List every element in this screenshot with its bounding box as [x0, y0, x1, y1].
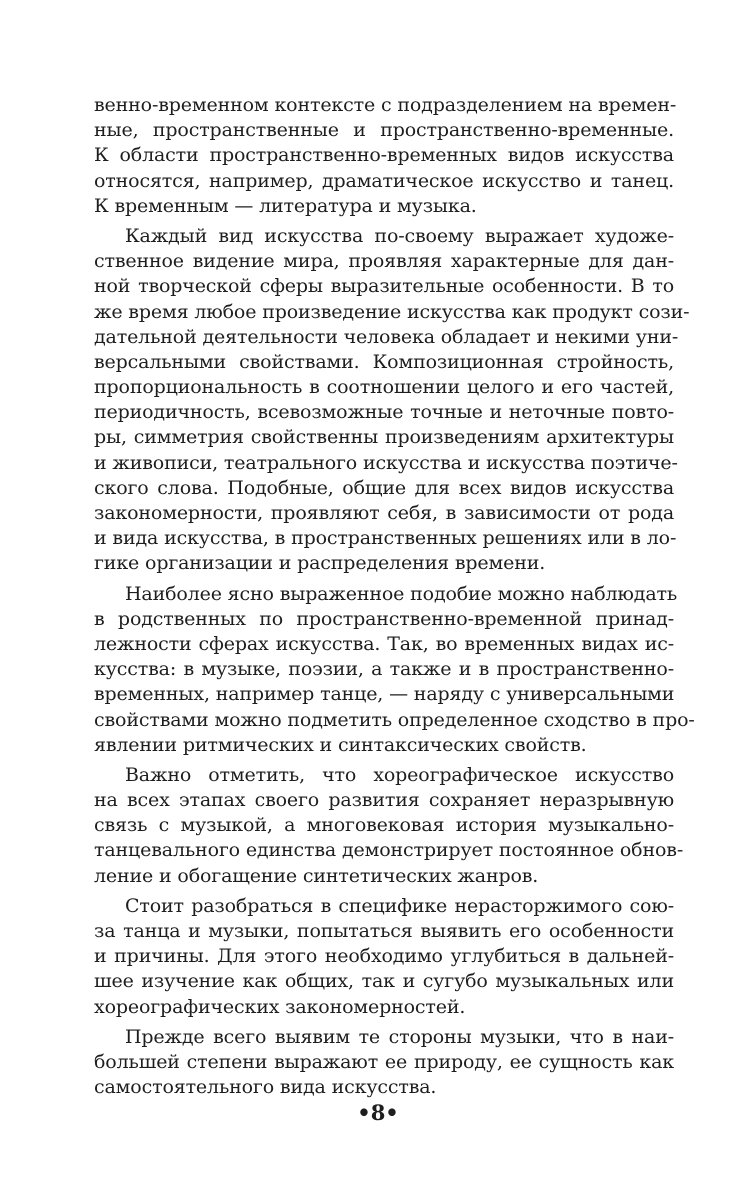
- text-line: версальными свойствами. Композиционная стройность,: [94, 350, 674, 373]
- text-line: Стоит разобраться в специфике нерасторжимого сою-: [125, 894, 674, 917]
- text-line: свойствами можно подметить определенное сходство в про-: [94, 708, 695, 731]
- paragraph-6: [94, 1025, 674, 1101]
- paragraph-5: [94, 894, 674, 1020]
- text-line: в родственных по пространственно-временной принад-: [94, 607, 674, 630]
- text-line: венно-временном контексте с подразделением на времен-: [94, 94, 677, 116]
- text-line: закономерности, проявляют себя, в зависимости от рода: [94, 502, 674, 524]
- text-line: шее изучение как общих, так и сугубо музыкальных или: [94, 970, 674, 993]
- text-line: ры, симметрия свойственны произведениям архитектуры: [94, 426, 674, 449]
- text-line: Прежде всего выявим те стороны музыки, что в наи-: [125, 1025, 674, 1048]
- paragraph-3: [94, 582, 695, 758]
- text-line: за танца и музыки, попытаться выявить его особенности: [94, 920, 674, 942]
- text-line: ственное видение мира, проявляя характерные для дан-: [94, 250, 674, 273]
- text-line: хореографических закономерностей.: [94, 995, 466, 1018]
- text-line: К временным — литература и музыка.: [94, 194, 477, 217]
- text-line: кусства: в музыке, поэзии, а также и в пространственно-: [94, 658, 674, 681]
- text-line: связь с музыкой, а многовековая история музыкально-: [94, 814, 674, 837]
- text-line: ление и обогащение синтетических жанров.: [94, 864, 539, 887]
- text-line: дательной деятельности человека обладает и некими уни-: [94, 325, 679, 348]
- paragraph-4: [94, 763, 684, 889]
- text-line: Наиболее ясно выраженное подобие можно наблюдать: [125, 582, 678, 605]
- text-line: Каждый вид искусства по-своему выражает художе-: [125, 224, 674, 247]
- text-line: лежности сферах искусства. Так, во временных видах ис-: [94, 632, 674, 655]
- text-line: и вида искусства, в пространственных решениях или в ло-: [94, 527, 677, 550]
- paragraph-1: [94, 93, 677, 219]
- text-line: периодичность, всевозможные точные и неточные повто-: [94, 401, 674, 424]
- text-line: временных, например танце, — наряду с универсальными: [94, 683, 675, 706]
- text-line: ского слова. Подобные, общие для всех видов искусства: [94, 476, 674, 499]
- body-text: [94, 93, 695, 1100]
- paragraph-2: [94, 224, 690, 577]
- text-line: К области пространственно-временных видов искусства: [94, 144, 674, 167]
- text-line: ные, пространственные и пространственно-временные.: [94, 119, 674, 142]
- text-line: большей степени выражают ее природу, ее сущность как: [94, 1050, 674, 1073]
- text-line: танцевального единства демонстрирует постоянное обнов-: [94, 839, 684, 862]
- text-line: пропорциональность в соотношении целого и его частей,: [94, 376, 674, 399]
- text-line: же время любое произведение искусства как продукт сози-: [94, 300, 690, 323]
- text-line: самостоятельного вида искусства.: [94, 1076, 437, 1099]
- text-line: Важно отметить, что хореографическое искусство: [125, 763, 674, 786]
- page-number: •8•: [357, 1100, 399, 1125]
- text-line: гике организации и распределения времени.: [94, 552, 546, 575]
- text-line: на всех этапах своего развития сохраняет неразрывную: [94, 789, 674, 812]
- text-line: и живописи, театрального искусства и искусства поэтиче-: [94, 451, 678, 474]
- text-line: явлении ритмических и синтаксических свойств.: [94, 733, 587, 756]
- text-line: и причины. Для этого необходимо углубиться в дальней-: [94, 945, 674, 968]
- text-line: ной творческой сферы выразительные особенности. В то: [94, 275, 674, 298]
- text-line: относятся, например, драматическое искусство и танец.: [94, 169, 674, 192]
